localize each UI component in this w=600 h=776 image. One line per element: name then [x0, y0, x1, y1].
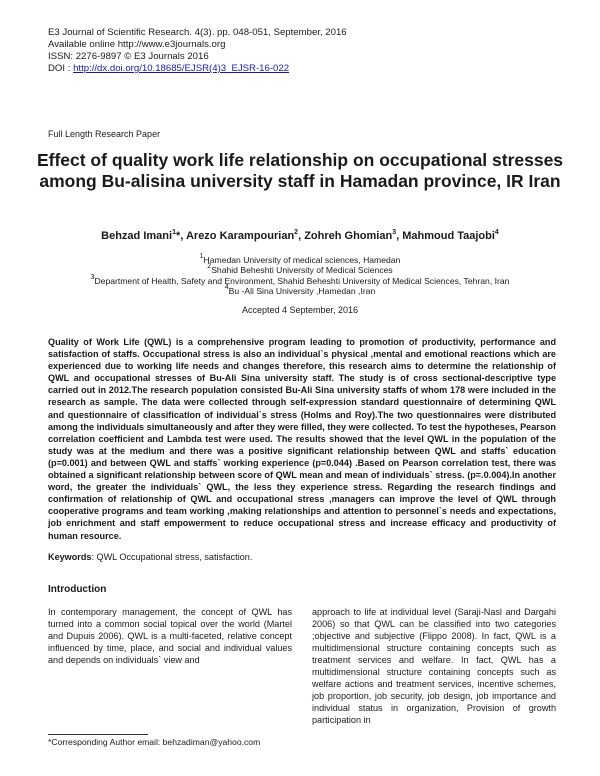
issn-line: ISSN: 2276-9897 © E3 Journals 2016	[48, 51, 209, 62]
author-sup: 1	[172, 229, 176, 236]
author-name: Zohreh Ghomian	[304, 230, 393, 242]
author-sep: ,	[396, 230, 403, 242]
author-sup: 2	[294, 229, 299, 236]
intro-column-right: approach to life at individual level (Saraji-Nasl and Dargahi 2006) so that QWL can be classified into two categories ;objective and subjective (Flippo 2008). In fact, QWL is a multidimensional structure containing concepts such as treatment services and welfare. In fact, QWL has a multidimensional structure containing concepts such as welfare actions and treatment services, incentive schemes, job proportion, job security, job design, job importance and individual status in organization, Provision of growth participation in	[312, 607, 556, 725]
paper-title: Effect of quality work life relationship on occupational stresses among Bu-alisina university staff in Hamadan province, IR Iran	[36, 150, 564, 191]
author-sup: 4	[494, 229, 499, 236]
author-sup: 3	[392, 229, 397, 236]
affiliation-list	[36, 255, 564, 296]
section-heading-introduction: Introduction	[48, 584, 107, 595]
author-name: Behzad Imani	[101, 230, 173, 242]
author-sep: ,	[298, 230, 305, 242]
paper-type: Full Length Research Paper	[48, 129, 161, 139]
footnote-divider	[48, 734, 148, 735]
doi-line	[48, 63, 347, 75]
affiliation	[36, 283, 564, 296]
affiliation-sup: 4	[224, 283, 229, 291]
abstract: Quality of Work Life (QWL) is a comprehensive program leading to promotion of productivity, performance and satisfaction of staffs. Occupational stress is also an individual`s physical ,mental and emotional reactions which are experienced due to working life needs and changes therefore, this research aims to determine the relationship of QWL and occupational stresses of Bu-Ali Sina university staff. The study is of cross sectional-descriptive type carried out in 2012.The research population consisted Bu-Ali Sina university staffs of whom 178 were included in the research as sample. The data were collected through self-expression standard questionnaire of determining QWL and questionnaire of classification of individual`s stress (Holms and Roy).The two questionnaires were distributed among the individuals simultaneously and after they were filled, they were collected. To test the hypotheses, Pearson correlation coefficient and Lambda test were used. The results showed that the level QWL in the population of the study was at the medium and there was a positive significant relationship between QWL and staffs` education (p=0.001) and between QWL and staffs` working experience (p=0.044) .Based on Pearson correlation test, there was obtained a significant relationship between score of QWL mean and mean of individuals` stress. (p=.0.004).In another word, the greater the individuals` QWL, the less they experience stress. Regarding the research findings and confirmation of relationship of QWL and occupational stress ,managers can improve the level of QWL through cooperative programs and team working ,making relationships and attention to personnel`s needs and expectations, job enrichment and staff empowerment to reduce occupational stress and increase efficacy and productivity of human resource.	[48, 337, 556, 541]
corresponding-author-footnote: *Corresponding Author email: behzadiman@yahoo.com	[48, 737, 261, 747]
affiliation-text: Shahid Beheshti University of Medical Sciences	[211, 265, 393, 276]
affiliation	[36, 255, 564, 265]
author-sep: *,	[175, 230, 186, 242]
keywords-label: Keywords	[48, 552, 92, 562]
affiliation-sup: 3	[90, 273, 95, 281]
available-online: Available online http://www.e3journals.org	[48, 39, 226, 50]
doi-label: DOI :	[48, 63, 74, 74]
affiliation-text: Department of Health, Safety and Environment, Shahid Beheshti University of Medical Sciences, Tehran, Iran	[94, 275, 510, 286]
affiliation-text: Bu -Ali Sina University ,Hamedan ,Iran	[228, 285, 376, 296]
affiliation-text: Hamedan University of medical sciences, Hamedan	[203, 255, 401, 265]
affiliation	[36, 265, 564, 275]
journal-header	[48, 27, 347, 75]
journal-citation: E3 Journal of Scientific Research. 4(3). pp. 048-051, September, 2016	[48, 27, 347, 38]
intro-column-left: In contemporary management, the concept of QWL has turned into a common social topical over the world (Martel and Dupuis 2006). QWL is a multi-faceted, relative concept influenced by time, place, and social and individual values and depends on individuals` view and	[48, 607, 292, 665]
affiliation	[36, 273, 564, 286]
author-list	[36, 230, 564, 242]
doi-link[interactable]: http://dx.doi.org/10.18685/EJSR(4)3_EJSR-16-022	[73, 63, 290, 74]
accepted-date: Accepted 4 September, 2016	[241, 305, 359, 315]
author-name: Arezo Karampourian	[185, 230, 295, 242]
author-name: Mahmoud Taajobi	[402, 230, 495, 242]
affiliation-sup: 2	[207, 263, 212, 271]
keywords-text: : QWL Occupational stress, satisfaction.	[91, 552, 253, 562]
affiliation-sup: 1	[199, 253, 204, 260]
keywords	[48, 552, 252, 562]
